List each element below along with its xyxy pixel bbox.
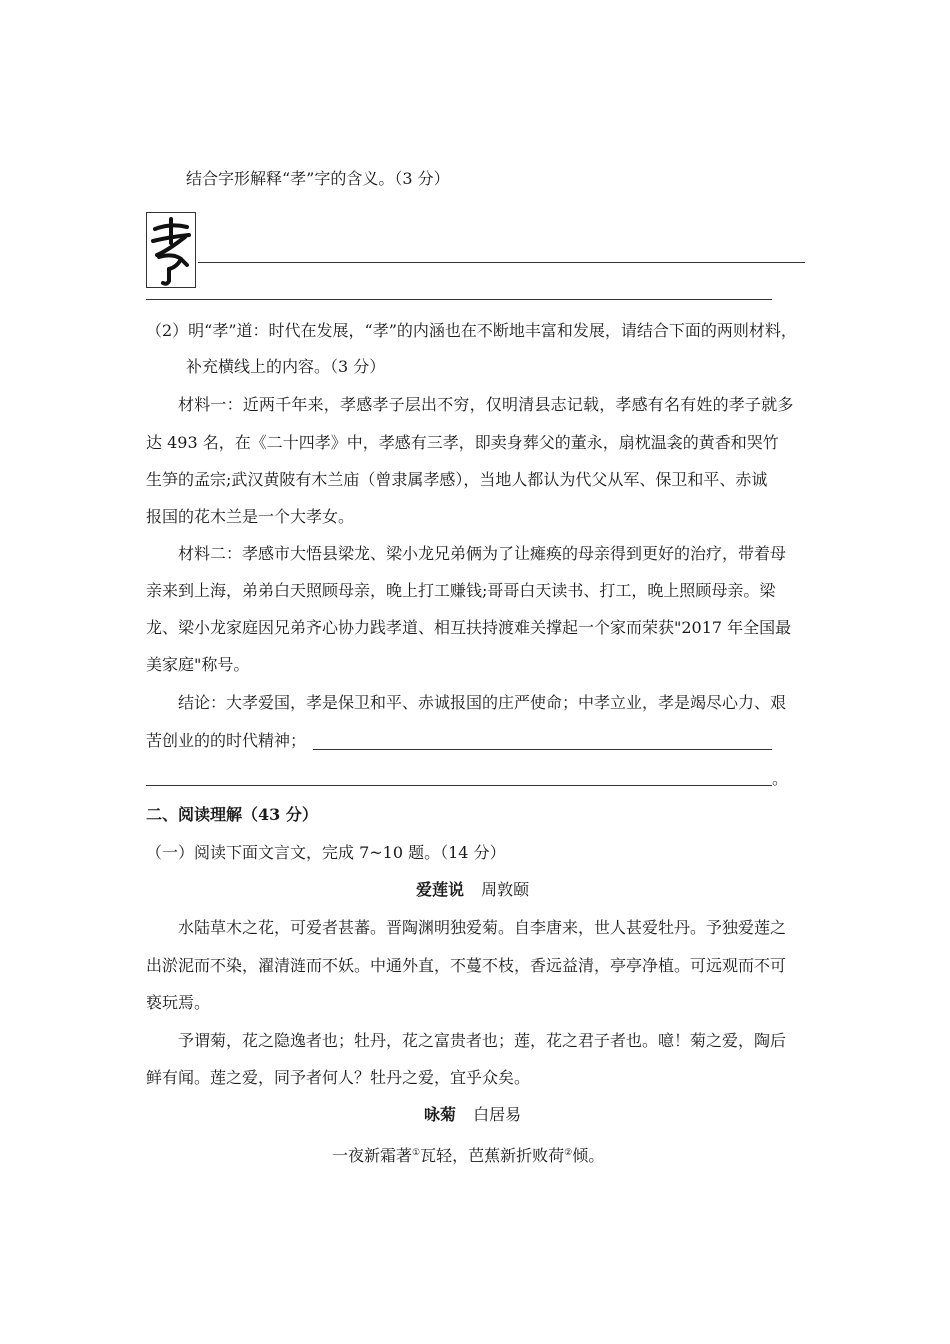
ailian-para1-line: 水陆草木之花，可爱者甚蕃。晋陶渊明独爱菊。自李唐来，世人甚爱牡丹。予独爱莲之 [178,918,787,937]
q2-line2: 补充横线上的内容。（3 分） [186,357,386,376]
conclusion-end-mark: 。 [772,769,789,788]
ailian-author: 周敦颐 [481,880,530,899]
ailian-para2-line: 鲜有闻。莲之爱，同予者何人？牡丹之爱，宜乎众矣。 [146,1068,531,1087]
yongju-title: 咏菊 [424,1105,457,1124]
answer-line-1[interactable] [198,262,805,263]
seal-glyph-icon [147,213,195,287]
ailian-heading [416,879,529,901]
material2-line: 材料二：孝感市大悟县梁龙、梁小龙兄弟俩为了让瘫痪的母亲得到更好的治疗，带着母 [178,544,787,563]
material2-line: 美家庭"称号。 [146,655,250,674]
yongju-text: 倾。 [572,1146,605,1165]
ailian-title: 爱莲说 [416,880,465,899]
q1-prompt: 结合字形解释“孝”字的含义。（3 分） [186,169,450,188]
yongju-line1 [332,1142,604,1167]
ailian-para1-line: 亵玩焉。 [146,993,211,1012]
answer-line-2[interactable] [146,299,772,300]
footnote-marker[interactable]: ① [412,1148,421,1158]
ailian-para2-line: 予谓菊，花之隐逸者也；牡丹，花之富贵者也；莲，花之君子者也。噫！菊之爱，陶后 [178,1031,787,1050]
seal-character-image [146,212,196,288]
yongju-text: 瓦轻，芭蕉新折败荷 [420,1146,565,1165]
footnote-marker[interactable]: ② [564,1148,573,1158]
conclusion-line1: 结论：大孝爱国，孝是保卫和平、赤诚报国的庄严使命；中孝立业，孝是竭尽心力、艰 [178,693,787,712]
conclusion-line2: 苦创业的的时代精神； [146,731,307,750]
material1-line: 报国的花木兰是一个大孝女。 [146,507,355,526]
part1-title: （一）阅读下面文言文，完成 7~10 题。（14 分） [146,843,506,862]
answer-line-4[interactable] [146,785,772,786]
answer-line-3[interactable] [313,749,772,750]
material2-line: 龙、梁小龙家庭因兄弟齐心协力践孝道、相互扶持渡难关撑起一个家而荣获"2017 年全国最 [146,618,792,637]
yongju-author: 白居易 [473,1105,522,1124]
yongju-text: 一夜新霜著 [332,1146,413,1165]
yongju-heading [424,1104,521,1126]
section2-title: 二、阅读理解（43 分） [146,805,318,824]
material2-line: 亲来到上海，弟弟白天照顾母亲，晚上打工赚钱;哥哥白天读书、打工，晚上照顾母亲。梁 [146,581,776,600]
material1-line: 材料一：近两千年来，孝感孝子层出不穷，仅明清县志记载，孝感有名有姓的孝子就多 [178,395,794,414]
material1-line: 生笋的孟宗;武汉黄陂有木兰庙（曾隶属孝感），当地人都认为代父从军、保卫和平、赤诚 [146,470,768,489]
material1-line: 达 493 名，在《二十四孝》中，孝感有三孝，即卖身葬父的董永，扇枕温衾的黄香和哭竹 [146,433,779,452]
ailian-para1-line: 出淤泥而不染，濯清涟而不妖。中通外直，不蔓不枝，香远益清，亭亭净植。可远观而不可 [146,956,787,975]
q2-line1: （2）明“孝”道：时代在发展，“孝”的内涵也在不断地丰富和发展，请结合下面的两则材料， [146,321,797,340]
